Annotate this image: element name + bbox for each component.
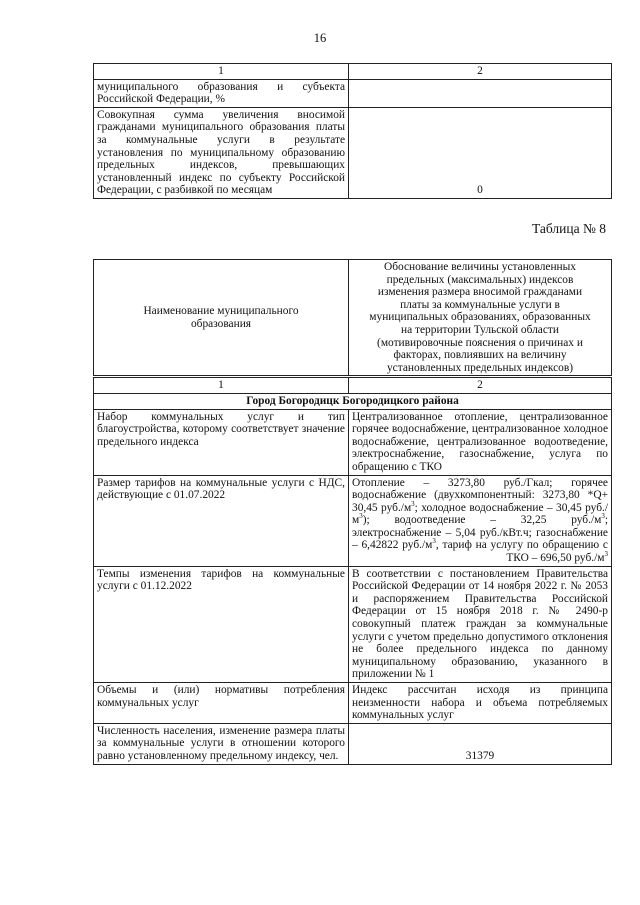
row-value: 31379	[349, 723, 612, 764]
column-number-2: 2	[349, 64, 612, 80]
header-municipality: Наименование муниципального образования	[94, 260, 349, 377]
row-label: муниципального образования и субъекта Российской Федерации, %	[94, 79, 349, 107]
table-header-row	[94, 260, 612, 377]
table-row	[94, 107, 612, 198]
header-justification: Обоснование величины установленных предельных (максимальных) индексов изменения размера вносимой гражданами платы за коммунальные услуги в муниципальных образованиях, образованных на территории Тульской области (мотивировочные пояснения о причинах и факторах, повлиявших на величину установленных предельных индексов)	[349, 260, 612, 377]
table-row	[94, 409, 612, 475]
row-label: Набор коммунальных услуг и тип благоустройства, которому соответствует значение предельного индекса	[94, 409, 349, 475]
table-caption: Таблица № 8	[532, 221, 606, 236]
column-number-2: 2	[349, 377, 612, 394]
row-value	[349, 79, 612, 107]
row-value: В соответствии с постановлением Правительства Российской Федерации от 14 ноября 2022 г. № 2053 и распоряжением Правительства Российской Федерации от 15 ноября 2018 г. № 2490-р совокупный платеж граждан за коммунальные услуги с учетом предельно допустимого отклонения не более предельного индекса по данному муниципальному образованию, указанного в приложении № 1	[349, 566, 612, 682]
table-row	[94, 475, 612, 566]
section-row	[94, 393, 612, 409]
column-number-1: 1	[94, 64, 349, 80]
table-row	[94, 79, 612, 107]
row-value: 0	[349, 107, 612, 198]
row-value: Индекс рассчитан исходя из принципа неизменности набора и объема потребляемых коммунальных услуг	[349, 683, 612, 724]
row-value: Централизованное отопление, централизованное горячее водоснабжение, централизованное холодное водоснабжение, централизованное водоотведение, электроснабжение, газоснабжение, услуга по обращению с ТКО	[349, 409, 612, 475]
row-label: Размер тарифов на коммунальные услуги с НДС, действующие с 01.07.2022	[94, 475, 349, 566]
row-value: Отопление – 3273,80 руб./Гкал; горячее водоснабжение (двухкомпонентный: 3273,80 *Q+ 30,45 $руб./м^3$; холодное водоснабжение – 30,45 $руб./м^3$); водоотведение – 32,25 $руб./м^3$; электроснабжение – 5,04 руб./кВт.ч; газоснабжение – 6,42822 $руб./м^3$, тариф на услугу по обращению с ТКО – 696,50 $руб./м^3$	[349, 475, 612, 566]
page-number: 16	[313, 31, 327, 45]
column-number-1: 1	[94, 377, 349, 394]
row-label: Темпы изменения тарифов на коммунальные услуги с 01.12.2022	[94, 566, 349, 682]
section-title: Город Богородицк Богородицкого района	[94, 393, 612, 409]
column-number-row	[94, 64, 612, 80]
row-label: Совокупная сумма увеличения вносимой гражданами муниципального образования платы за коммунальные услуги в результате установления по муниципальному образованию предельных индексов, превышающих установленный индекс по субъекту Российской Федерации, с разбивкой по месяцам	[94, 107, 349, 198]
column-number-row	[94, 377, 612, 394]
table-row	[94, 566, 612, 682]
table-row	[94, 683, 612, 724]
continued-table	[93, 63, 612, 199]
row-label: Численность населения, изменение размера платы за коммунальные услуги в отношении которого равно установленному предельному индексу, чел.	[94, 723, 349, 764]
table-8	[93, 259, 612, 765]
row-label: Объемы и (или) нормативы потребления коммунальных услуг	[94, 683, 349, 724]
table-row	[94, 723, 612, 764]
